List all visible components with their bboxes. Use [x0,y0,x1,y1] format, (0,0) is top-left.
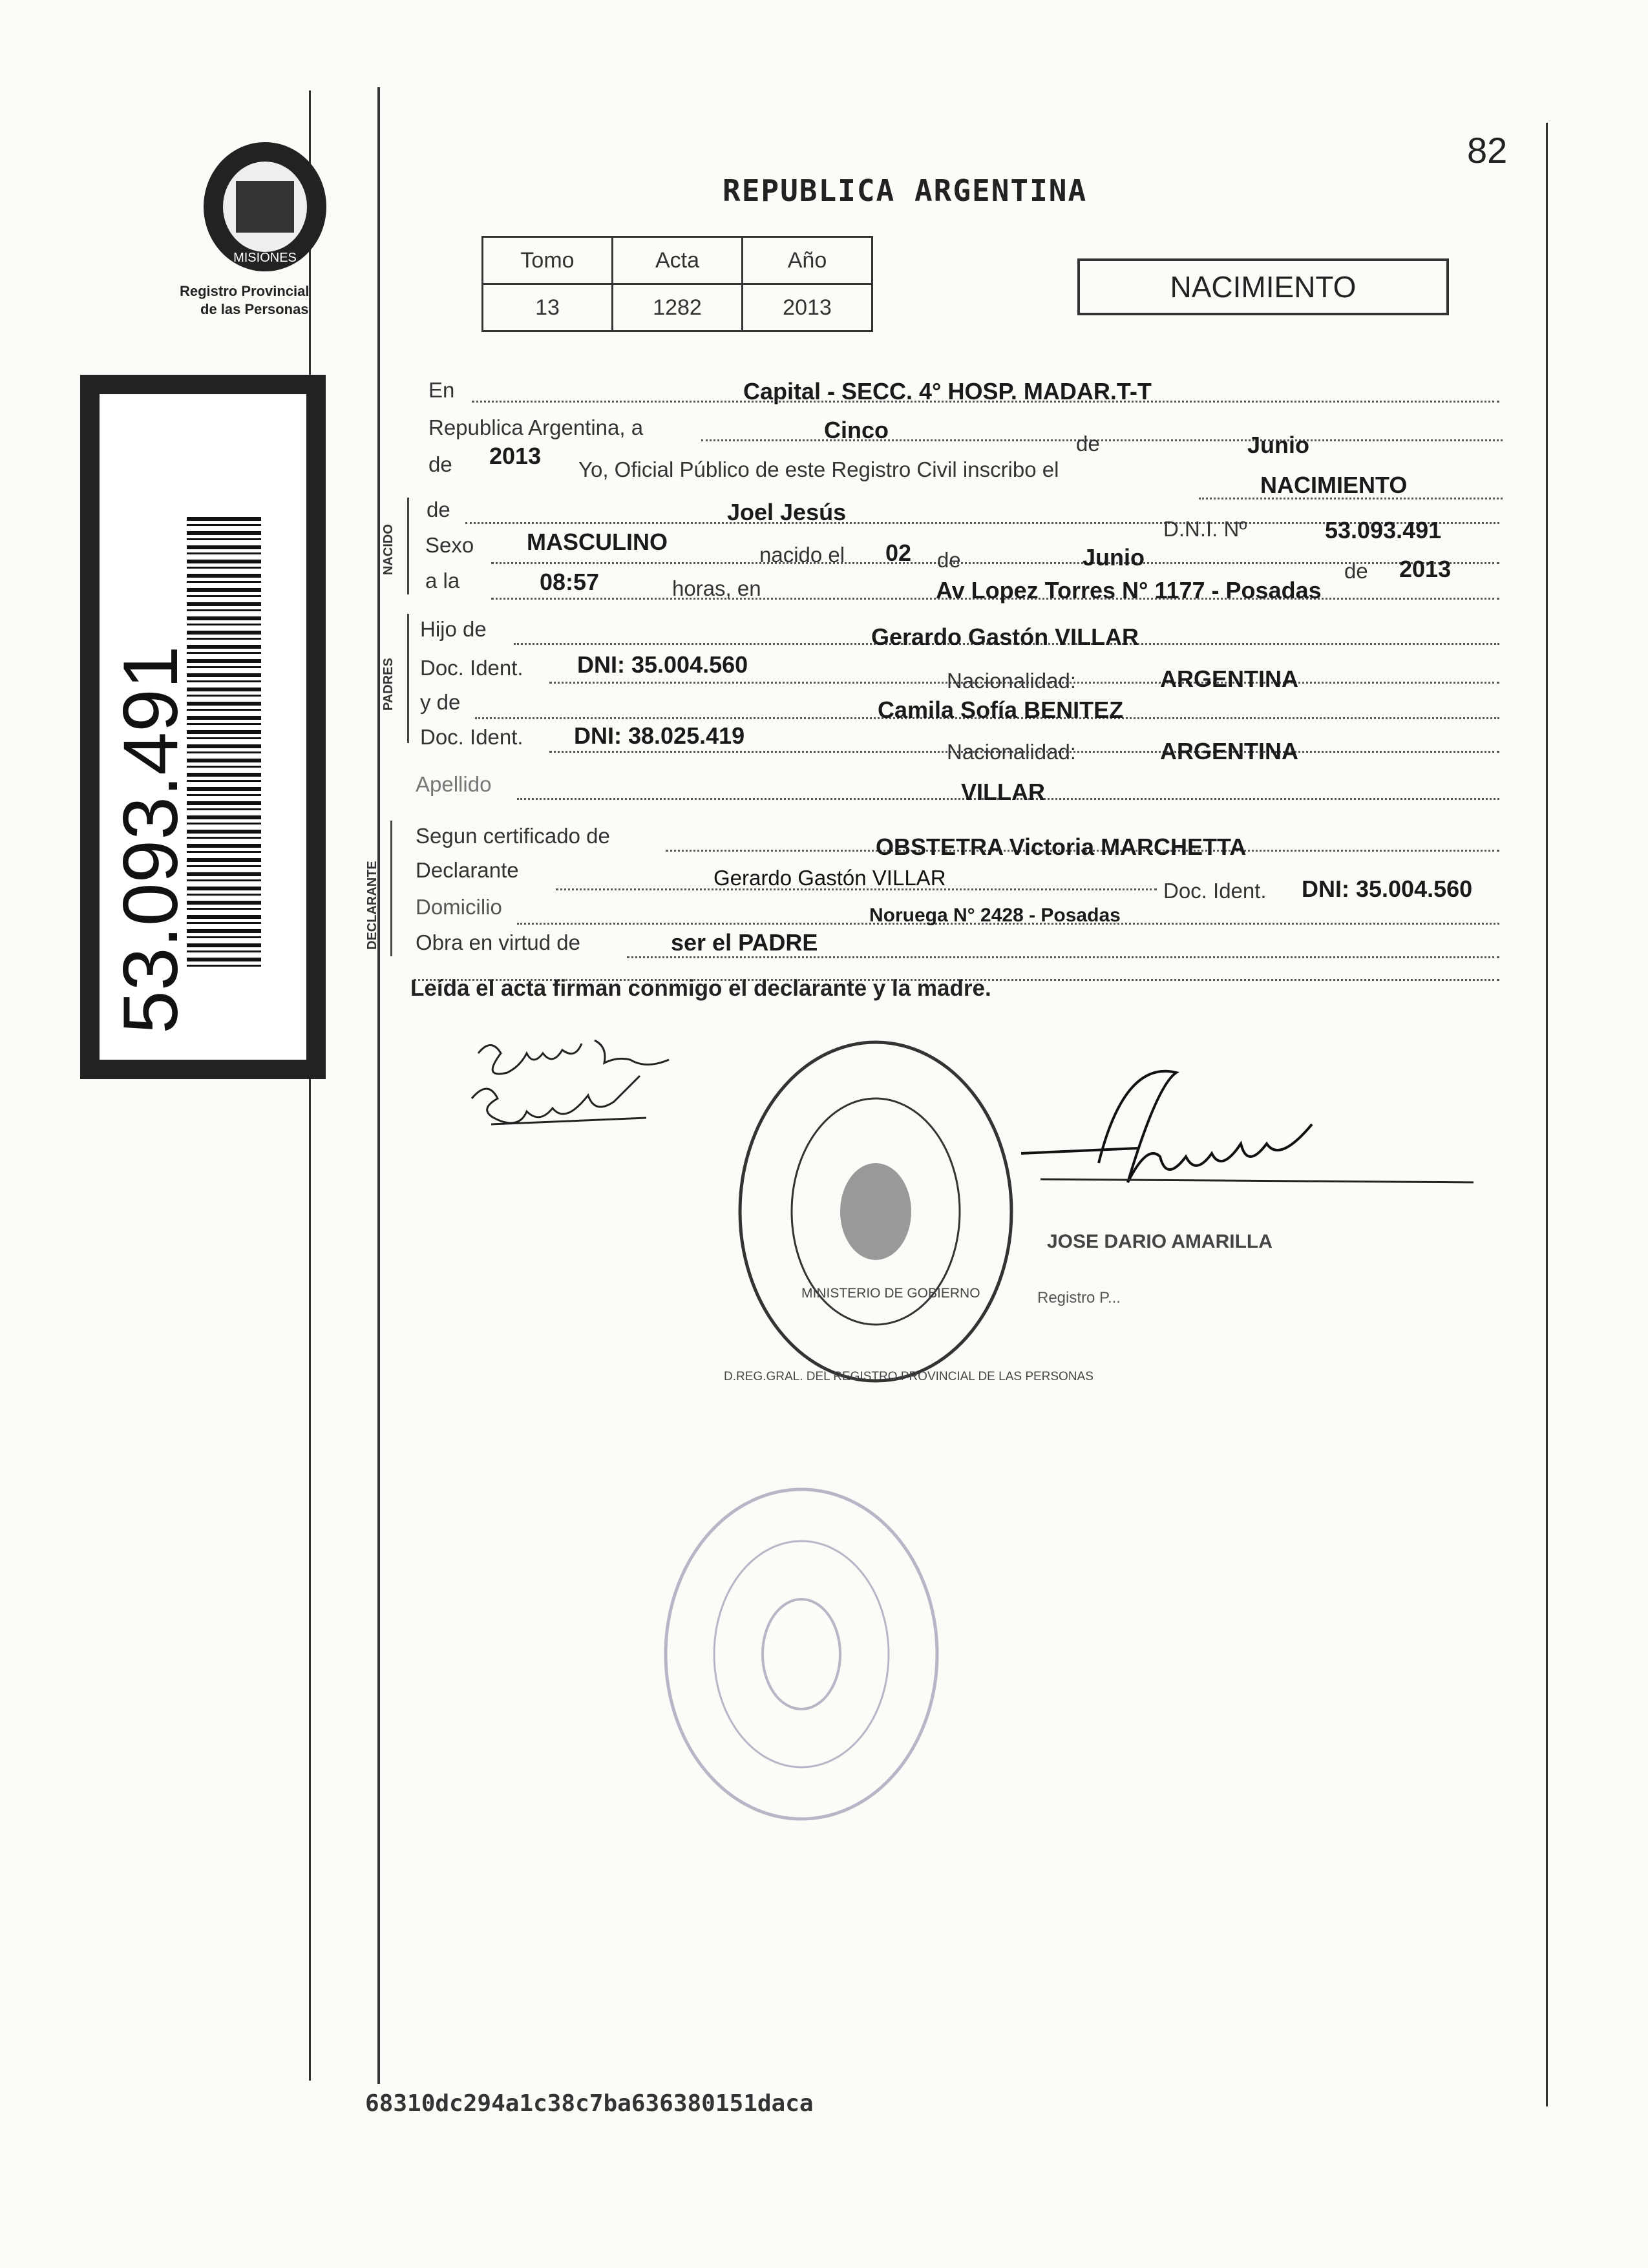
republica-label: Republica Argentina, a [428,415,644,439]
domicilio-value: Noruega N° 2428 - Posadas [869,905,1121,926]
tipo-value: NACIMIENTO [1260,472,1408,498]
closing-text: Leída el acta firman conmigo el declarante y la madre. [410,976,991,1001]
official-signature [1021,1066,1474,1215]
shield-emblem-icon [187,136,343,278]
anio-value: 2013 [743,284,872,331]
apellido-value: VILLAR [961,779,1045,805]
faint-seal-stamp [653,1480,950,1829]
declarante-group-label: DECLARANTE [365,861,379,950]
padre-doc-label: Doc. Ident. [420,656,523,680]
padres-group-label: PADRES [381,658,396,711]
declarante-value: Gerardo Gastón VILLAR [713,866,946,890]
padre-doc: DNI: 35.004.560 [577,651,748,678]
tomo-value: 13 [483,284,613,331]
barcode-sticker [80,375,326,1079]
sexo-label: Sexo [425,533,474,557]
madre-nac-label: Nacionalidad: [947,740,1076,764]
declarante-bracket [390,821,392,956]
nacido-dia: 02 [885,540,912,566]
obra-label: Obra en virtud de [416,930,580,954]
en-value: Capital - SECC. 4° HOSP. MADAR.T-T [743,378,1152,404]
seal-icon [727,1031,1024,1392]
declarante-doc-value: DNI: 35.004.560 [1302,876,1473,902]
nacido-el-label: nacido el [759,543,845,567]
anio-header: Año [743,237,872,284]
apellido-label: Apellido [416,772,492,796]
nacido-mes: Junio [1083,544,1145,571]
official-name: JOSE DARIO AMARILLA [1047,1231,1273,1252]
dia-value: Cinco [824,417,889,443]
hijo-de-label: Hijo de [420,617,487,641]
seal-inner-text: MINISTERIO DE GOBIERNO [801,1286,980,1301]
barcode [187,517,261,969]
de-label: de [1076,432,1100,456]
tomo-header: Tomo [483,237,613,284]
anio-text-value: 2013 [489,443,542,469]
mes-value: Junio [1247,432,1309,458]
dni-value: 53.093.491 [1325,517,1442,543]
svg-text:MISIONES: MISIONES [233,251,297,265]
nacido-de-label2: de [937,548,961,572]
y-de-label: y de [420,690,461,714]
seal-outer-text: D.REG.GRAL. DEL REGISTRO PROVINCIAL DE LAS PERSONAS [724,1370,1093,1383]
nacido-de-label: de [427,498,450,521]
page-number: 82 [1467,130,1508,171]
nacido-de-label3: de [1344,559,1368,583]
madre-doc-label: Doc. Ident. [420,725,523,749]
official-seal [724,1031,1093,1392]
domicilio-label: Domicilio [416,895,502,919]
sexo-value: MASCULINO [527,529,668,555]
madre-value: Camila Sofía BENITEZ [878,697,1124,723]
right-margin-line [1546,123,1548,2106]
obra-dots [627,956,1499,958]
logo-caption-1: Registro Provincial [180,283,310,299]
acta-header: Acta [613,237,743,284]
nacido-anio: 2013 [1399,556,1452,582]
official-title: Registro P... [1037,1289,1121,1307]
acta-type-box [1077,258,1449,315]
tomo-acta-anio-table [481,236,873,332]
padres-bracket [407,614,409,743]
acta-value: 1282 [613,284,743,331]
en-label: En [428,378,455,402]
footer-hash: 68310dc294a1c38c7ba636380151daca [365,2090,814,2117]
padre-value: Gerardo Gastón VILLAR [871,624,1139,650]
horas-en-label: horas, en [672,576,761,600]
country-title: REPUBLICA ARGENTINA [723,173,1088,208]
lugar-value: Av Lopez Torres N° 1177 - Posadas [936,577,1322,604]
oficial-text: Yo, Oficial Público de este Registro Civil inscribo el [578,457,1059,481]
declarante-doc-label: Doc. Ident. [1163,879,1267,903]
certificado-label: Segun certificado de [416,824,610,848]
padre-nac: ARGENTINA [1160,666,1298,692]
republica-dots [701,439,1503,441]
declarante-signature [452,1027,750,1157]
nacido-group-label: NACIDO [381,524,396,575]
madre-nac: ARGENTINA [1160,738,1298,764]
certificado-value: OBSTETRA Victoria MARCHETTA [876,834,1247,860]
nombre-value: Joel Jesús [727,499,847,525]
dni-label: D.N.I. Nº [1163,517,1247,541]
padre-nac-label: Nacionalidad: [947,669,1076,693]
declarante-label: Declarante [416,858,519,882]
obra-value: ser el PADRE [671,929,818,956]
barcode-number: 53.093.491 [107,646,194,1034]
logo-caption-2: de las Personas [200,301,309,317]
de2-label: de [428,452,452,476]
acta-type: NACIMIENTO [1170,270,1357,304]
madre-doc: DNI: 38.025.419 [574,722,745,749]
a-la-label: a la [425,569,460,593]
registro-logo [174,136,343,330]
nacido-bracket [407,498,409,594]
hora-value: 08:57 [540,569,600,595]
left-margin-line [377,87,380,2084]
